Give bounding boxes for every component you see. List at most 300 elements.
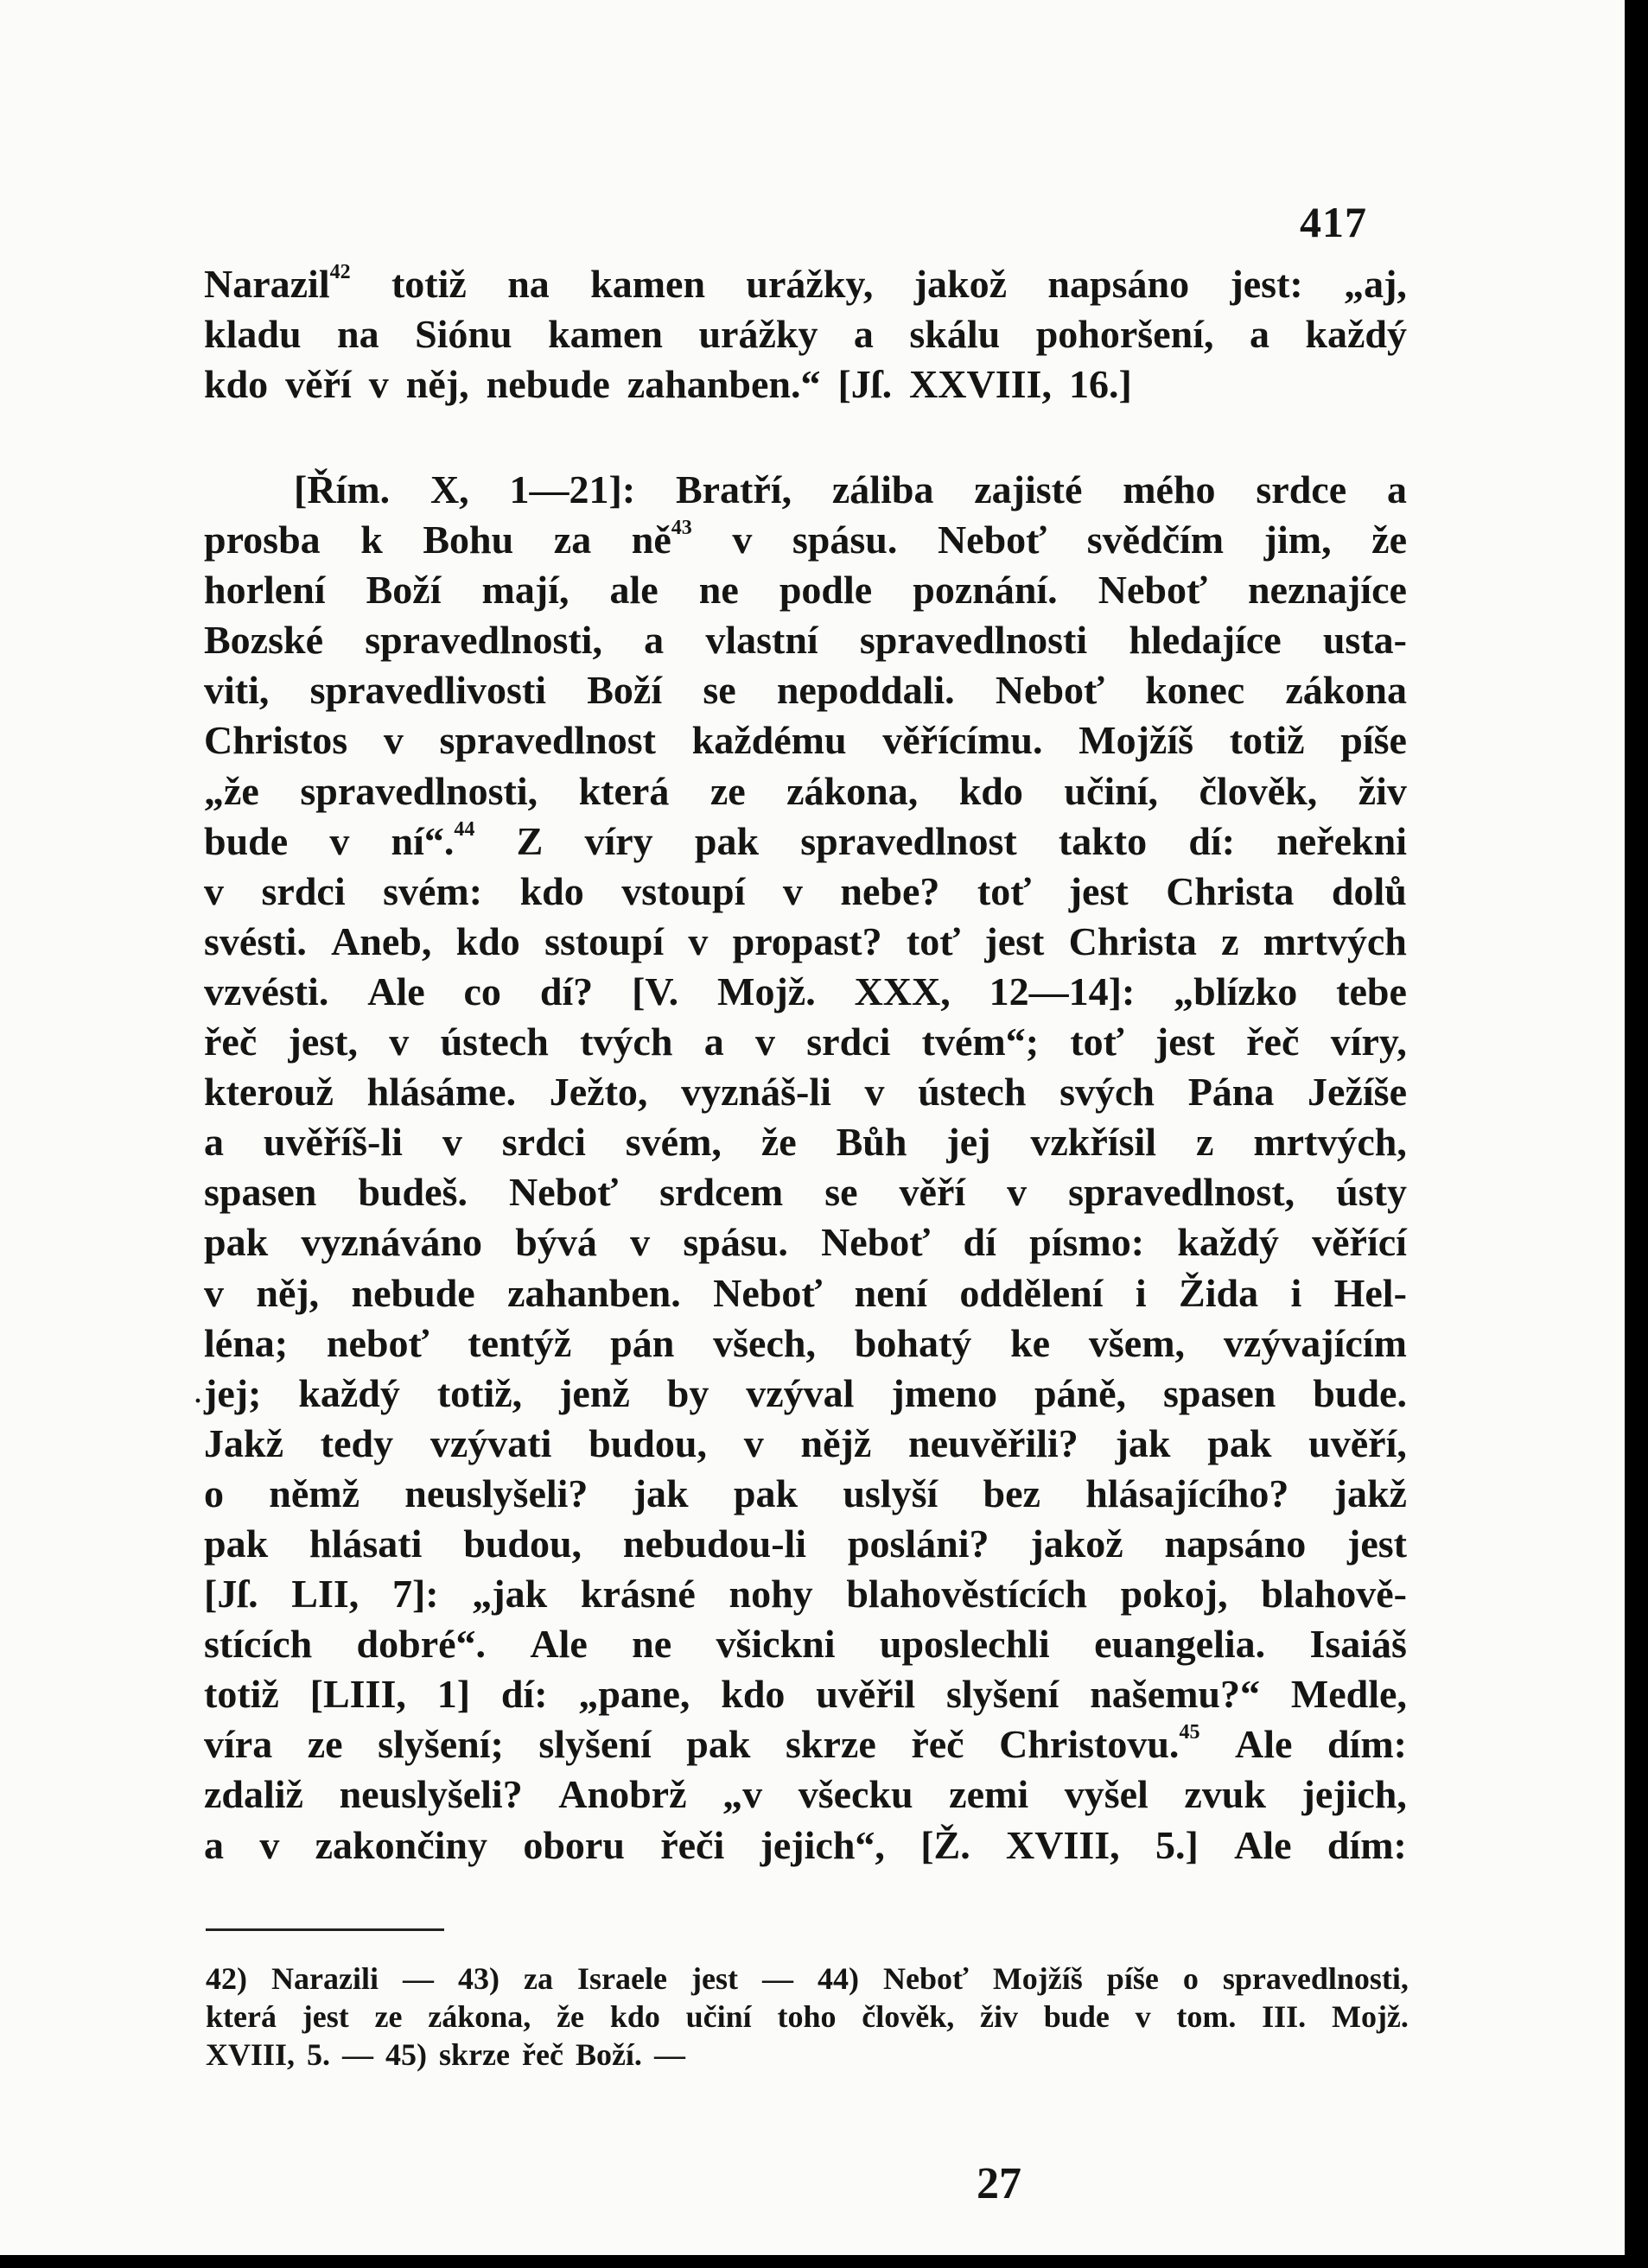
paragraph2-line — [204, 1369, 1407, 1419]
word: i — [1135, 1270, 1147, 1315]
word: každému — [691, 718, 847, 763]
word: něj, — [405, 362, 469, 407]
word: Narazil$^{42}$ — [204, 261, 351, 306]
word: všem, — [1088, 1320, 1186, 1365]
word: kdo — [721, 1672, 786, 1717]
word: Z — [516, 818, 544, 863]
word: mrtvých, — [1253, 1120, 1407, 1165]
word: srdcem — [659, 1170, 784, 1215]
word: v — [389, 1020, 410, 1064]
word: pak — [1207, 1420, 1272, 1465]
word: vzývati — [429, 1420, 552, 1465]
word: 5.] — [1155, 1822, 1199, 1867]
word: vlastní — [705, 618, 818, 663]
word: „jak — [472, 1572, 548, 1617]
word: Christa — [1068, 918, 1197, 963]
paragraph2-line — [204, 1017, 1407, 1067]
footnote-line — [206, 1960, 1409, 1998]
word: zajisté — [974, 467, 1083, 511]
word: vyznáš-li — [681, 1070, 831, 1115]
word: řeč — [1246, 1020, 1300, 1064]
word: z — [1195, 1120, 1214, 1165]
word: věřícímu. — [882, 718, 1043, 763]
word: horlení — [204, 568, 326, 613]
word: v — [743, 1420, 764, 1465]
word: urážky, — [746, 262, 874, 306]
word: se — [824, 1170, 858, 1215]
word: jakož — [1030, 1521, 1123, 1566]
word: ale — [609, 568, 659, 613]
word: v — [1007, 1170, 1028, 1215]
word: že — [760, 1120, 797, 1165]
paragraph1-line — [204, 309, 1407, 359]
word: neuslyšeli? — [404, 1471, 589, 1515]
word: jest — [1347, 1521, 1407, 1566]
word: jakž — [1333, 1471, 1407, 1515]
word: LII, — [291, 1572, 360, 1617]
word: pak — [686, 1722, 751, 1767]
word: totiž — [391, 262, 467, 306]
word: jest — [691, 1961, 738, 1996]
word: člověk, — [1199, 768, 1318, 813]
word: nebude — [486, 362, 610, 407]
word: zákona, — [428, 1999, 531, 2034]
word: XXVIII, — [909, 362, 1052, 407]
word: 1—21]: — [509, 467, 636, 511]
word: nebude — [351, 1270, 475, 1315]
word: bohatý — [854, 1320, 972, 1365]
word: — — [342, 2037, 374, 2072]
word: Bohu — [423, 518, 514, 562]
word: dím: — [1327, 1822, 1407, 1867]
word: blahově- — [1261, 1572, 1407, 1617]
word: nebe? — [840, 868, 940, 913]
word: a — [204, 1822, 224, 1867]
word: že — [1371, 518, 1407, 562]
word: a — [853, 312, 874, 357]
word: — — [762, 1961, 793, 1996]
word: neboť — [326, 1320, 429, 1365]
page-number: 417 — [1300, 198, 1367, 246]
word: z — [1221, 918, 1239, 963]
word: dí: — [500, 1672, 548, 1717]
word: srdci — [501, 1120, 586, 1165]
word: zdaliž — [204, 1772, 303, 1817]
word: a — [1386, 467, 1407, 511]
word: Christovu.$^{45}$ — [999, 1721, 1200, 1767]
word: tvém“; — [921, 1020, 1040, 1064]
word: vstoupí — [621, 868, 746, 913]
word: XXX, — [854, 969, 951, 1013]
paragraph2-line — [204, 1117, 1407, 1167]
word: jej; — [204, 1370, 262, 1415]
word: nebudou-li — [622, 1521, 807, 1566]
word: za — [524, 1961, 554, 1996]
word: XVIII, — [206, 2037, 296, 2072]
word: jim, — [1263, 518, 1332, 562]
word: spásu. — [683, 1220, 788, 1265]
word: řeči — [660, 1822, 725, 1867]
paragraph-1 — [204, 259, 1407, 410]
word: skálu — [909, 312, 1001, 357]
word: víry, — [1330, 1020, 1407, 1064]
word: v — [1135, 1999, 1151, 2034]
word: vzývajícím — [1223, 1320, 1407, 1365]
word: Jakž — [204, 1420, 283, 1465]
footnote-line — [206, 2036, 1409, 2074]
word: Pána — [1187, 1070, 1275, 1115]
word: [LIII, — [309, 1672, 406, 1717]
word: páně, — [1034, 1370, 1127, 1415]
word: 16.] — [1068, 362, 1132, 407]
word: vzkřísil — [1030, 1120, 1157, 1165]
word: totiž — [204, 1672, 279, 1717]
word: napsáno — [1047, 262, 1190, 306]
word: každý — [298, 1370, 400, 1415]
word: Christos — [204, 718, 348, 763]
word: spravedlnosti, — [365, 618, 602, 663]
word: v — [688, 918, 709, 963]
word: ústech — [440, 1020, 549, 1064]
word: v — [630, 1220, 651, 1265]
paragraph2-line — [204, 515, 1407, 565]
word: poznání. — [913, 568, 1058, 613]
word: vzýval — [746, 1370, 855, 1415]
word: Bratří, — [675, 467, 792, 511]
word: X, — [429, 467, 469, 511]
word: by — [666, 1370, 709, 1415]
word: a — [204, 1120, 224, 1165]
word: všickni — [716, 1622, 836, 1667]
word: kdo — [958, 768, 1023, 813]
word: a — [1249, 312, 1269, 357]
word: víra — [204, 1722, 273, 1767]
word: jest: — [1230, 262, 1303, 306]
word: ní“.$^{44}$ — [391, 817, 475, 863]
scan-border-right — [1625, 0, 1648, 2268]
word: řeč — [204, 1020, 258, 1064]
paragraph2-line — [204, 917, 1407, 967]
word: pak — [204, 1521, 269, 1566]
paragraph2-line — [204, 1820, 1407, 1871]
word: 43) — [458, 1961, 500, 1996]
paragraph2-line — [204, 1167, 1407, 1217]
word: Medle, — [1290, 1672, 1407, 1717]
word: zahanben. — [507, 1270, 681, 1315]
word: spravedlnosti, — [1222, 1961, 1409, 1996]
word: která — [578, 768, 670, 813]
word: sstoupí — [544, 918, 665, 963]
word: budeš. — [358, 1170, 468, 1215]
word: bude. — [1313, 1370, 1407, 1415]
word: nějž — [800, 1420, 872, 1465]
word: uposlechli — [879, 1622, 1050, 1667]
word: budou, — [589, 1420, 707, 1465]
word: „blízko — [1174, 969, 1298, 1013]
word: na — [337, 312, 379, 357]
word: zemi — [949, 1772, 1029, 1817]
word: jest — [1068, 868, 1129, 913]
word: uslyší — [843, 1471, 939, 1515]
paragraph2-line — [204, 1217, 1407, 1267]
word: jakož — [913, 262, 1008, 306]
word: se — [703, 668, 736, 713]
word: na — [507, 262, 550, 306]
word: uvěří, — [1308, 1420, 1407, 1465]
word: toť — [906, 918, 961, 963]
word: Boží — [366, 568, 442, 613]
word: v — [864, 1070, 885, 1115]
paragraph2-line — [204, 1419, 1407, 1469]
word: toho — [777, 1999, 837, 2034]
word: Mojžíš — [992, 1961, 1083, 1996]
word: konec — [1145, 668, 1245, 713]
word: o — [204, 1471, 224, 1515]
word: Aneb, — [331, 918, 432, 963]
word: jest — [1155, 1020, 1215, 1064]
word: jejich, — [1301, 1772, 1407, 1817]
word: skrze — [786, 1722, 876, 1767]
paragraph2-line — [204, 1067, 1407, 1117]
word: pak — [204, 1220, 269, 1265]
word: vyznáváno — [301, 1220, 483, 1265]
word: zákona, — [786, 768, 919, 813]
paragraph2-line — [204, 1268, 1407, 1318]
word: záliba — [831, 467, 934, 511]
word: spravedlnost, — [1068, 1170, 1295, 1215]
word: písmo: — [1029, 1220, 1145, 1265]
word: neuslyšeli? — [339, 1772, 523, 1817]
word: Neboť — [995, 668, 1105, 713]
word: dím: — [1327, 1722, 1407, 1767]
word: zakončiny — [315, 1822, 487, 1867]
word: věří — [285, 362, 352, 407]
word: Neboť — [937, 518, 1047, 562]
word: ze — [307, 1722, 343, 1767]
word: svých — [1059, 1070, 1155, 1115]
word: toť — [1070, 1020, 1124, 1064]
word: Mojž. — [717, 969, 816, 1013]
word: o — [1182, 1961, 1199, 1996]
paragraph2-line — [204, 565, 1407, 615]
word: ne — [698, 568, 739, 613]
word: — — [653, 2037, 685, 2072]
word: nepoddali. — [776, 668, 955, 713]
word: svésti. — [204, 918, 307, 963]
word: 44) — [818, 1961, 860, 1996]
word: Ale — [1234, 1722, 1293, 1767]
word: věřící — [1312, 1220, 1407, 1265]
word: živ — [1358, 768, 1407, 813]
word: učiní, — [1064, 768, 1159, 813]
word: všech, — [713, 1320, 816, 1365]
word: slyšení — [538, 1722, 652, 1767]
word: spravedlnosti — [859, 618, 1088, 663]
word: v — [383, 718, 404, 763]
word: Neboť — [883, 1961, 969, 1996]
word: vyšel — [1064, 1772, 1149, 1817]
word: podle — [779, 568, 873, 613]
word: léna; — [204, 1320, 289, 1365]
word: kamen — [590, 262, 706, 306]
word: [Jſ. — [837, 362, 893, 407]
word: v — [204, 868, 224, 913]
word: krásné — [580, 1572, 696, 1617]
paragraph-2 — [204, 465, 1407, 1871]
word: spasen — [204, 1170, 317, 1215]
word: k — [360, 518, 383, 562]
word: píše — [1340, 718, 1407, 763]
footnote-line — [206, 1998, 1409, 2036]
paragraph2-line — [204, 967, 1407, 1017]
word: něj, — [256, 1270, 320, 1315]
word: totiž, — [436, 1370, 523, 1415]
word: v — [368, 362, 389, 407]
word: euangelia. — [1094, 1622, 1266, 1667]
word: viti, — [204, 668, 270, 713]
word: XVIII, — [1006, 1822, 1120, 1867]
word: v — [329, 818, 350, 863]
word: 7]: — [391, 1572, 439, 1617]
word: ze — [709, 768, 746, 813]
word: jest — [302, 1999, 349, 2034]
word: v — [442, 1120, 462, 1165]
word: Christa — [1166, 868, 1295, 913]
word: hledajíce — [1129, 618, 1282, 663]
word: Ježíše — [1308, 1070, 1407, 1115]
word: Neboť — [508, 1170, 619, 1215]
word: v — [782, 868, 803, 913]
word: píše — [1106, 1961, 1159, 1996]
word: zahanben.“ — [627, 362, 821, 407]
paragraph1-line — [204, 259, 1407, 309]
word: spásu. — [792, 518, 898, 562]
word: Mojžíš — [1079, 718, 1194, 763]
word: tentýž — [468, 1320, 572, 1365]
word: Narazili — [271, 1961, 379, 1996]
word: napsáno — [1164, 1521, 1307, 1566]
word: v — [204, 1270, 224, 1315]
word: takto — [1058, 818, 1148, 863]
word: ne — [632, 1622, 672, 1667]
paragraph1-line — [204, 359, 1407, 410]
word: [Ž. — [920, 1822, 970, 1867]
word: [Jſ. — [204, 1572, 258, 1617]
word: Boží. — [575, 2037, 642, 2072]
word: jmeno — [891, 1370, 998, 1415]
word: bez — [983, 1471, 1040, 1515]
word: neznajíce — [1247, 568, 1407, 613]
word: kdo — [204, 362, 269, 407]
word: usta- — [1322, 618, 1407, 663]
scan-border-bottom — [0, 2255, 1648, 2268]
word: která — [206, 1999, 277, 2034]
word: každý — [1305, 312, 1407, 357]
word: Isaiáš — [1309, 1622, 1407, 1667]
word: kdo — [609, 1999, 660, 2034]
word: Ježto, — [549, 1070, 648, 1115]
word: za — [553, 518, 592, 562]
word: věří — [899, 1170, 966, 1215]
word: jest, — [288, 1020, 359, 1064]
word: posláni? — [847, 1521, 989, 1566]
word: „v — [722, 1772, 763, 1817]
word: slyšení; — [378, 1722, 504, 1767]
word: Žida — [1179, 1270, 1259, 1315]
word: kamen — [548, 312, 663, 357]
word: i — [1290, 1270, 1302, 1315]
word: srdci — [806, 1020, 891, 1064]
margin-mark: · — [194, 1387, 203, 1415]
word: hlásajícího? — [1085, 1471, 1289, 1515]
word: mého — [1123, 467, 1216, 511]
word: dí? — [539, 969, 594, 1013]
word: němž — [269, 1471, 360, 1515]
word: kterouž — [204, 1070, 334, 1115]
word: uvěříš-li — [263, 1120, 403, 1165]
word: a — [703, 1020, 724, 1064]
paragraph2-line — [204, 1719, 1407, 1769]
word: dobré“. — [356, 1622, 487, 1667]
footnote-rule — [206, 1928, 444, 1931]
word: jejich“, — [760, 1822, 885, 1867]
word: nohy — [729, 1572, 813, 1617]
footnotes — [206, 1960, 1409, 2074]
word: mrtvých — [1263, 918, 1407, 963]
word: 1] — [436, 1672, 471, 1717]
word: jak — [1115, 1420, 1171, 1465]
paragraph2-line — [204, 1469, 1407, 1519]
word: „pane, — [578, 1672, 690, 1717]
word: bývá — [515, 1220, 597, 1265]
paragraph2-line — [204, 465, 1407, 515]
word: a — [644, 618, 665, 663]
word: jenž — [559, 1370, 630, 1415]
word: v — [754, 1020, 775, 1064]
paragraph2-line — [204, 665, 1407, 715]
word: co — [463, 969, 501, 1013]
word: svém, — [625, 1120, 722, 1165]
paragraph2-line — [204, 715, 1407, 766]
word: Ale — [530, 1622, 588, 1667]
word: pak — [733, 1471, 799, 1515]
word: Hel- — [1333, 1270, 1407, 1315]
word: slyšení — [946, 1672, 1059, 1717]
word: Neboť — [1098, 568, 1207, 613]
word: dolů — [1331, 868, 1407, 913]
word: Neboť — [713, 1270, 823, 1315]
paragraph2-line — [204, 1318, 1407, 1369]
word: Mojž. — [1331, 1999, 1409, 2034]
word: 12—14]: — [989, 969, 1136, 1013]
word: ústy — [1336, 1170, 1407, 1215]
word: urážky — [698, 312, 818, 357]
word: dí — [963, 1220, 996, 1265]
word: spravedlivosti — [309, 668, 547, 713]
word: propast? — [732, 918, 882, 963]
word: kladu — [204, 312, 302, 357]
word: že — [557, 1999, 585, 2034]
word: ústech — [918, 1070, 1027, 1115]
word: jak — [633, 1471, 689, 1515]
word: svém: — [383, 868, 483, 913]
word: pán — [610, 1320, 675, 1365]
word: Ale — [1234, 1822, 1292, 1867]
word: tom. — [1176, 1999, 1237, 2034]
word: skrze — [439, 2037, 510, 2072]
paragraph2-line — [204, 1619, 1407, 1669]
word: hlásáme. — [366, 1070, 517, 1115]
